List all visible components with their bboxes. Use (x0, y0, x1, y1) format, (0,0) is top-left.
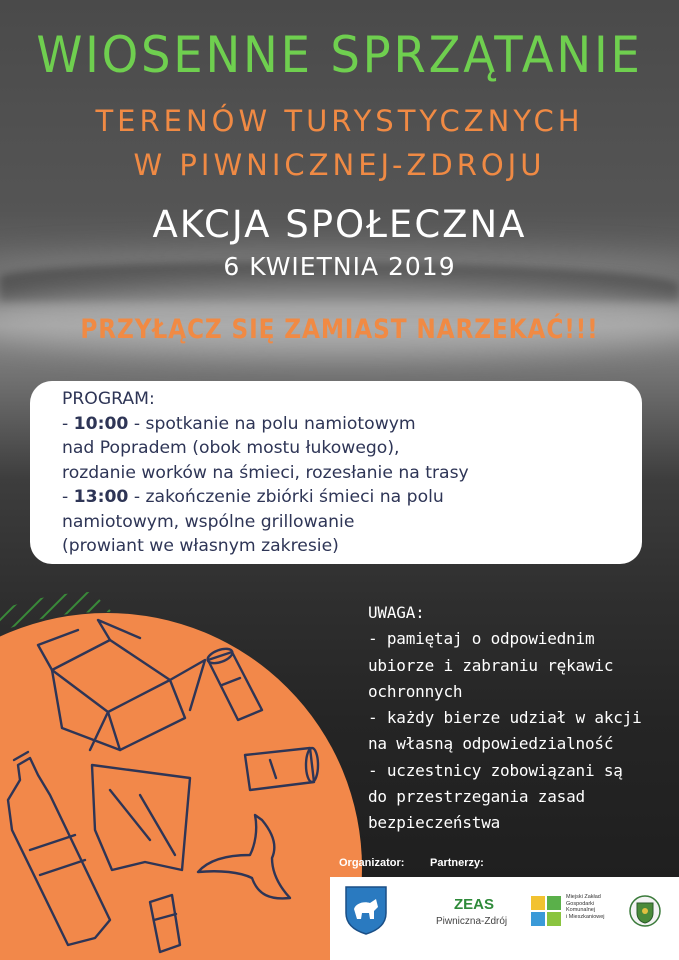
mzg-line: Miejski Zakład (566, 894, 601, 900)
soda-can-icon (245, 748, 318, 790)
candy-wrapper-icon (150, 895, 180, 952)
organizer-label: Organizator: (339, 857, 405, 869)
program-item-2-line-2: namiotowym, wspólne grillowanie (62, 511, 355, 532)
mzg-logo-icon (530, 895, 562, 927)
program-item-1-text: - spotkanie na polu namiotowym (128, 413, 416, 434)
title-line-3: W PIWNICZNEJ-ZDROJU (133, 148, 546, 182)
program-item-2-line-1 (62, 485, 632, 510)
uwaga-line: do przestrzegania zasad (368, 787, 585, 807)
program-item-2-text: - zakończenie zbiórki śmieci na polu (128, 487, 444, 507)
program-item-2-time: 13:00 (73, 487, 129, 507)
title-line-2: TERENÓW TURYSTYCZNYCH (95, 104, 584, 138)
program-box (30, 381, 642, 564)
partner-emblem-icon (628, 891, 662, 931)
zeas-logo-text: ZEAS (454, 896, 495, 913)
uwaga-line: - uczestnicy zobowiązani są (368, 760, 623, 780)
uwaga-line: ubiorze i zabraniu rękawic (368, 655, 614, 675)
event-date: 6 KWIETNIA 2019 (223, 252, 456, 281)
program-item-2-line-3: (prowiant we własnym zakresie) (62, 536, 339, 556)
uwaga-line: ochronnych (368, 681, 463, 701)
uwaga-line: bezpieczeństwa (368, 813, 501, 833)
program-heading: PROGRAM: (62, 389, 155, 409)
mzg-logo-text (566, 894, 610, 920)
plastic-bottle-icon (8, 752, 110, 945)
plastic-bag-icon (92, 765, 190, 870)
title-main: WIOSENNE SPRZĄTANIE (36, 26, 643, 84)
event-type: AKCJA SPOŁECZNA (152, 203, 527, 246)
program-item-1-line-1 (62, 412, 632, 437)
mzg-line: Komunalnej (566, 907, 596, 913)
uwaga-line: UWAGA: (368, 603, 425, 622)
partners-label: Partnerzy: (430, 857, 484, 869)
mzg-line: i Mieszkaniowej (566, 913, 605, 920)
soda-can-icon (206, 646, 262, 720)
uwaga-line: na własną odpowiedzialność (368, 734, 614, 754)
uwaga-line: - każdy bierze udział w akcji (368, 708, 642, 728)
program-item-2-dash: - (62, 487, 74, 507)
cardboard-box-icon (38, 620, 205, 750)
slogan: PRZYŁĄCZ SIĘ ZAMIAST NARZEKAĆ!!! (80, 314, 599, 345)
city-crest-icon (344, 885, 388, 935)
banana-peel-icon (198, 815, 290, 898)
litter-drawings (0, 600, 340, 960)
uwaga-line: - pamiętaj o odpowiednim (368, 629, 595, 649)
program-item-1-dash: - (62, 413, 74, 434)
program-item-1-line-2: nad Popradem (obok mostu łukowego), (62, 438, 400, 458)
program-item-1-time: 10:00 (73, 413, 129, 434)
zeas-logo-subtitle: Piwniczna-Zdrój (436, 916, 508, 927)
mzg-line: Gospodarki (566, 900, 595, 907)
uwaga-notice (368, 600, 642, 837)
program-item-1-line-3: rozdanie worków na śmieci, rozesłanie na trasy (62, 462, 469, 483)
